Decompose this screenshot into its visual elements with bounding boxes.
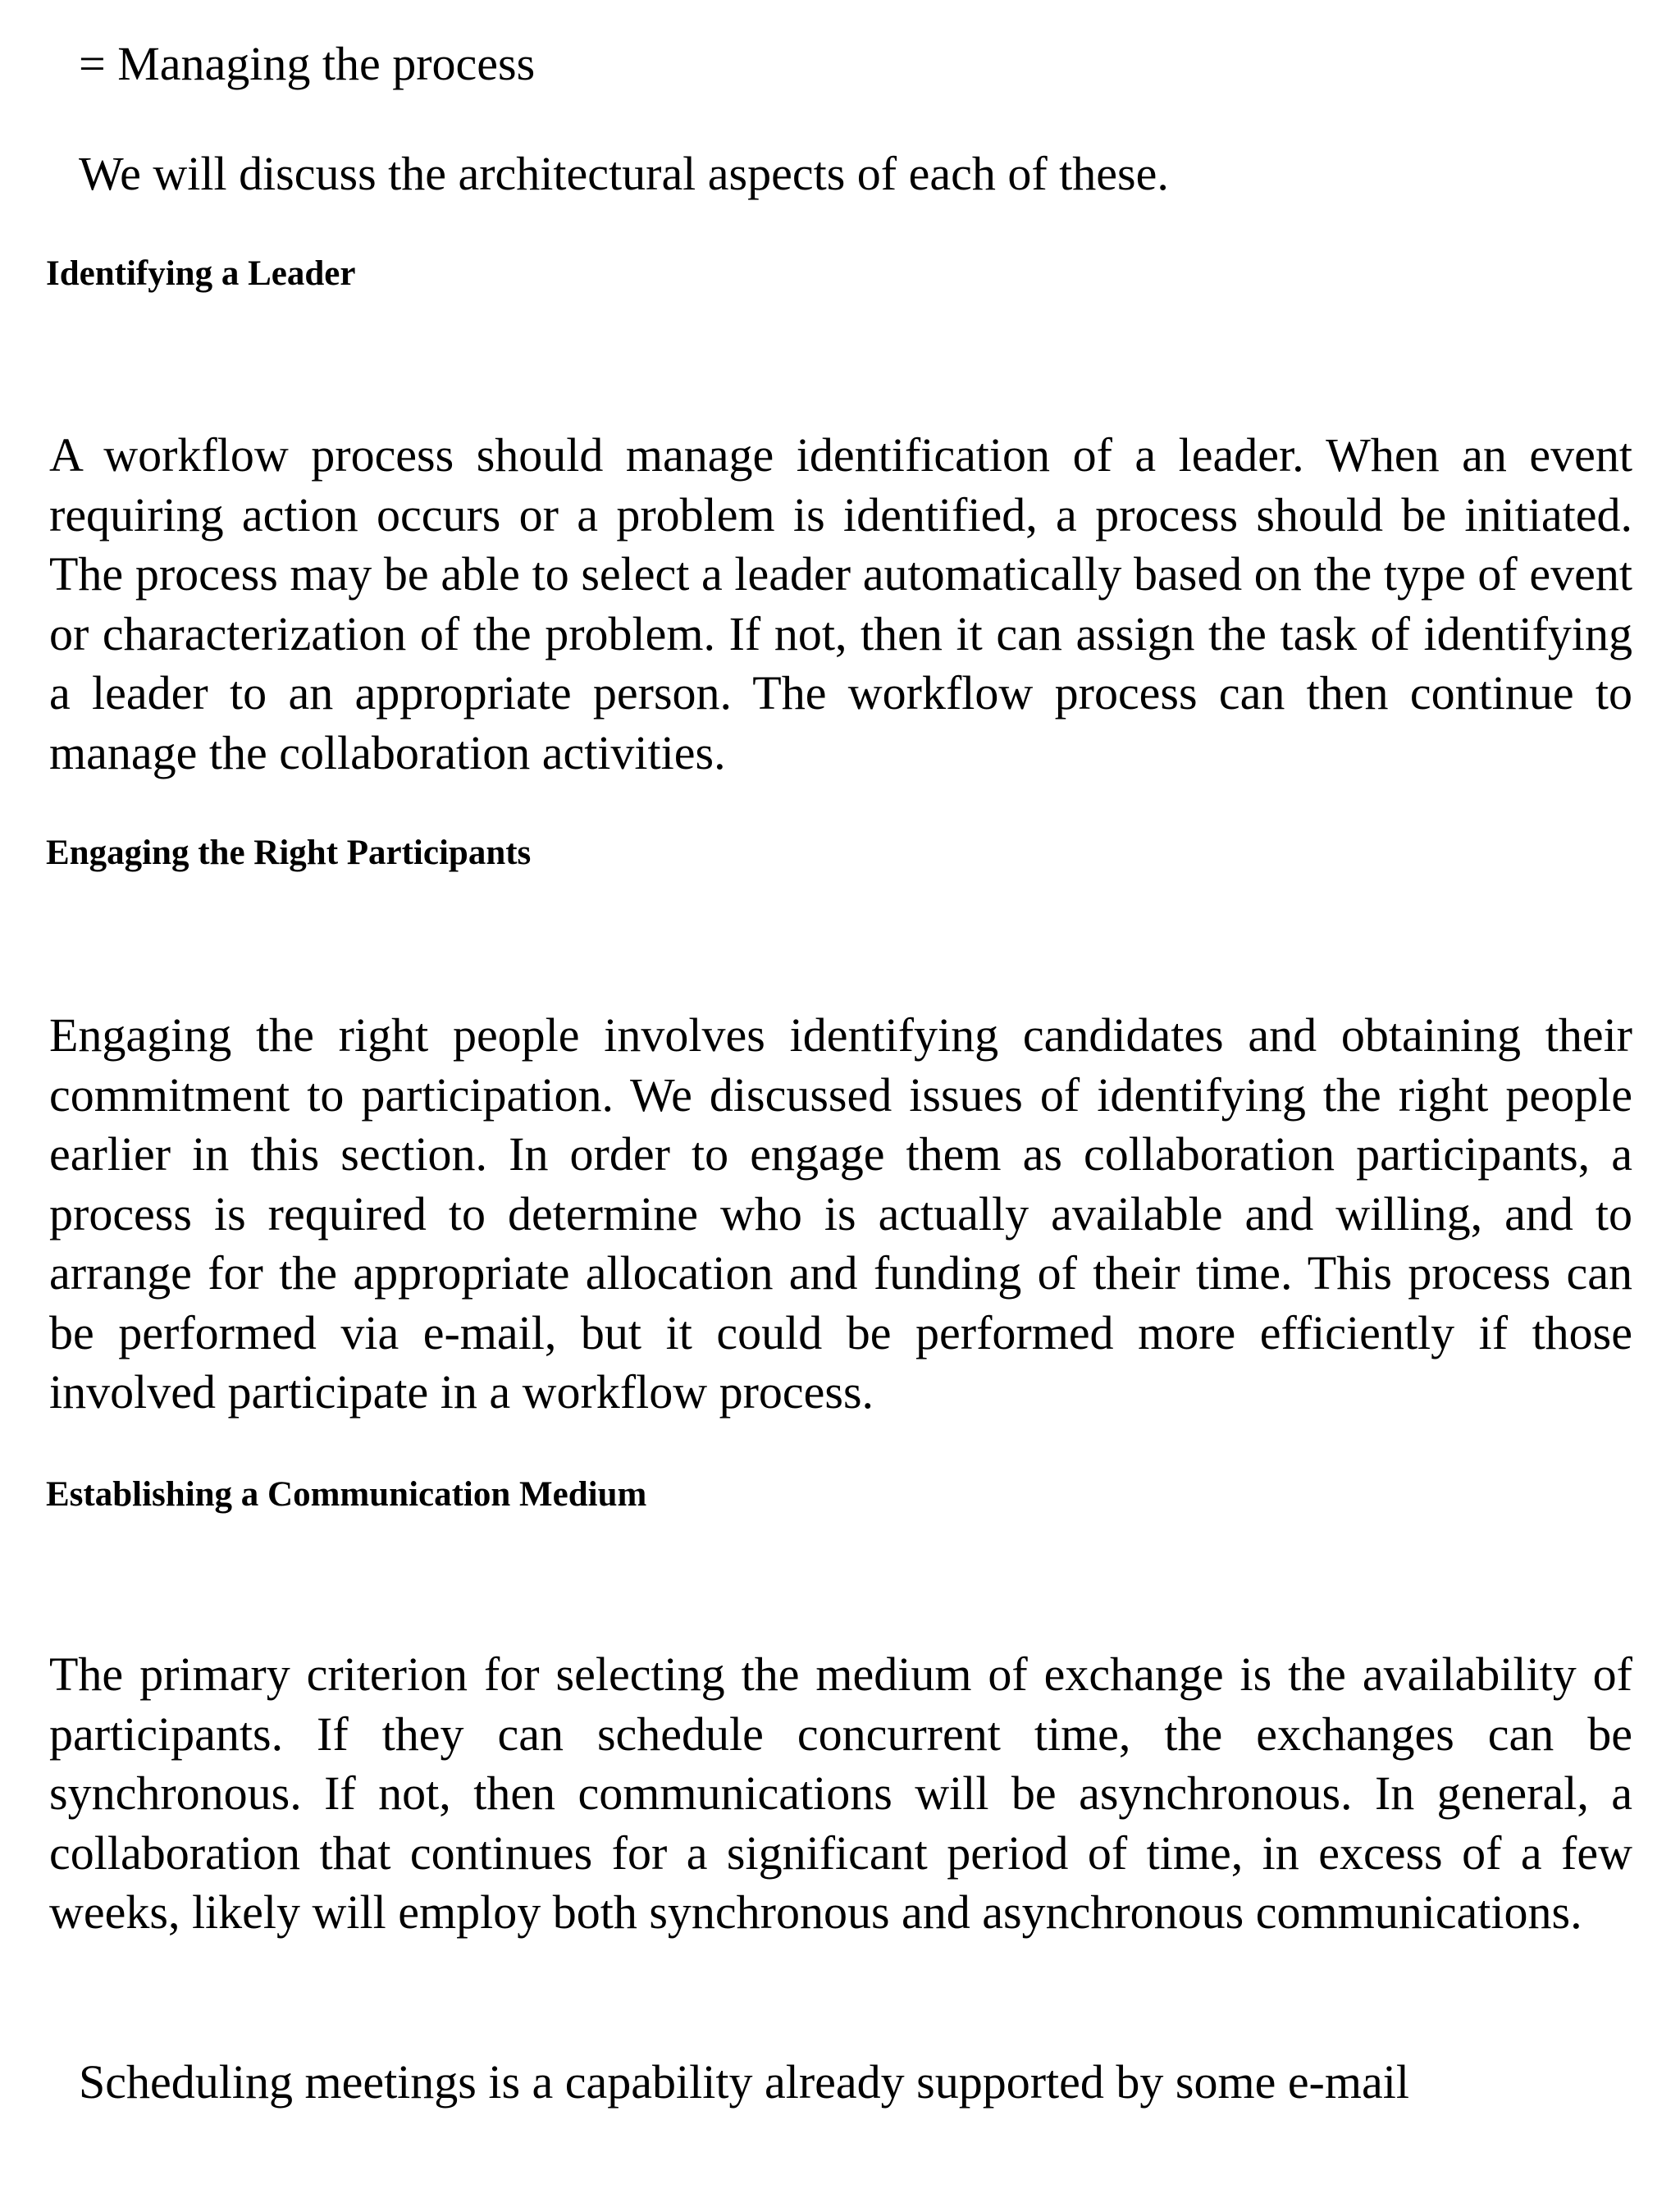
paragraph-communication-medium: The primary criterion for selecting the medium of exchange is the availability of participants. If they can schedule concurrent time, the exchanges can be synchronous. If not, then communications will be asynchronous. In general, a collaboration that continues for a significant period of time, in excess of a few weeks, likely will employ both synchronous and asynchronous communications.: [49, 1647, 1632, 1939]
paragraph-scheduling-meetings: Scheduling meetings is a capability already supported by some e-mail: [79, 2055, 1409, 2109]
section-heading-identifying-leader: Identifying a Leader: [46, 254, 356, 293]
paragraph-identifying-leader: A workflow process should manage identification of a leader. When an event requiring action occurs or a problem is identified, a process should be initiated. The process may be able to select a leader automatically based on the type of event or characterization of the problem. If not, then it can assign the task of identifying a leader to an appropriate person. The workflow process can then continue to manage the collaboration activities.: [49, 428, 1632, 779]
intro-sentence: We will discuss the architectural aspects of each of these.: [79, 147, 1169, 200]
section-heading-engaging-participants: Engaging the Right Participants: [46, 834, 532, 872]
paragraph-engaging-participants: Engaging the right people involves identifying candidates and obtaining their commitment to participation. We discussed issues of identifying the right people earlier in this section. In order to engage them as collaboration participants, a process is required to determine who is actually available and willing, and to arrange for the appropriate allocation and funding of their time. This process can be performed via e-mail, but it could be performed more efficiently if those involved participate in a workflow process.: [49, 1008, 1632, 1419]
section-heading-communication-medium: Establishing a Communication Medium: [46, 1475, 647, 1514]
bullet-item-managing-process: = Managing the process: [79, 37, 536, 90]
